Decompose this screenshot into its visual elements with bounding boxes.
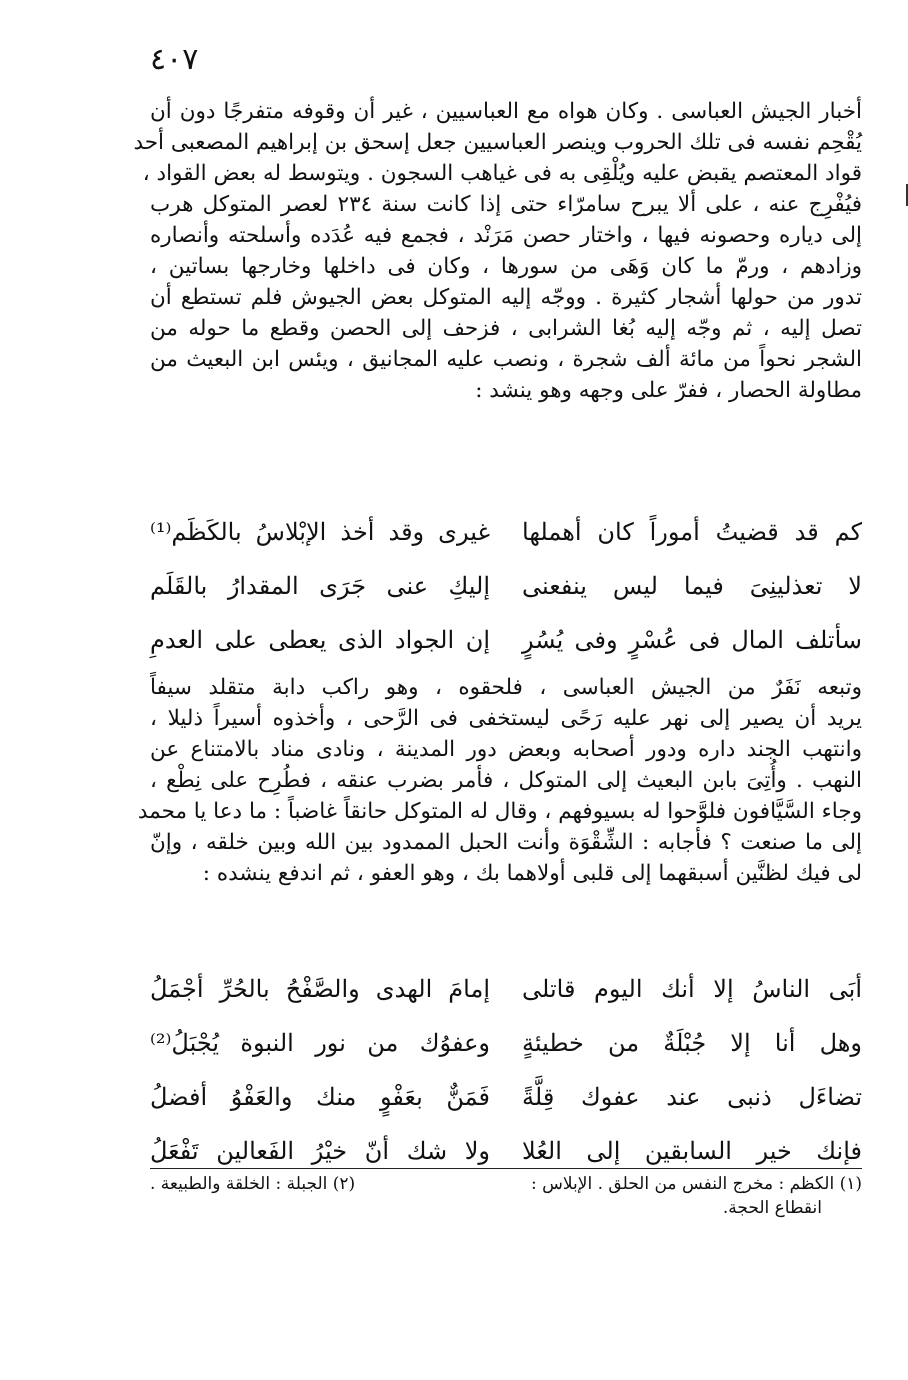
text-line: قواد المعتصم يقبض عليه ويُلْقِى به فى غياهب السجون . ويتوسط له بعض القواد ، — [142, 161, 862, 186]
verse-first-hemistich: كم قد قضيتُ أموراً كان أهملها — [522, 518, 862, 546]
text-line: أخبار الجيش العباسى . وكان هواه مع العباسيين ، غير أن وقوفه متفرجًا دون أن — [150, 99, 862, 124]
paragraph-2 — [137, 672, 862, 889]
text-line: لى فيك لظنَّين أسبقهما إلى قلبى أولاهما بك ، وهو العفو ، ثم اندفع ينشده : — [202, 861, 862, 886]
verse-first-hemistich: وهل أنا إلا جُبْلَةٌ من خطيئةٍ — [522, 1029, 862, 1057]
verse-second-hemistich: إليكِ عنى جَرَى المقدارُ بالقَلَم — [150, 572, 490, 600]
verse-second-hemistich: إن الجواد الذى يعطى على العدمِ — [150, 626, 490, 654]
verse-first-hemistich: لا تعذلينِىَ فيما ليس ينفعنى — [522, 572, 862, 600]
footnote-2: (٢) الجبلة : الخلقة والطبيعة . — [150, 1174, 356, 1194]
text-line: تدور من حولها أشجار كثيرة . ووجّه إليه المتوكل بعض الجيوش فلم تستطع أن — [150, 285, 862, 310]
footnote-1: (١) الكظم : مخرج النفس من الحلق . الإبلاس : — [531, 1174, 862, 1194]
verse-first-hemistich: تضاءَل ذنبى عند عفوك قِلَّةً — [522, 1083, 862, 1111]
verse-second-hemistich: إمامَ الهدى والصَّفْحُ بالحُرِّ أجْمَلُ — [150, 975, 490, 1003]
verse-second-hemistich: ولا شك أنّ خيْرُ الفَعالين تَفْعَلُ — [150, 1137, 490, 1165]
verse-second-hemistich: وعفوُك من نور النبوة يُجْبَلُ⁽²⁾ — [150, 1029, 490, 1057]
verse — [150, 505, 862, 559]
verse-second-hemistich: فَمَنٌّ بعَفْوٍ منك والعَفْوُ أفضلُ — [150, 1083, 490, 1111]
footnotes — [150, 1172, 862, 1220]
verse — [150, 559, 862, 613]
verse — [150, 1016, 862, 1070]
footnote-1-continuation: انقطاع الحجة. — [722, 1198, 822, 1218]
text-line: تصل إليه ، ثم وجّه إليه بُغا الشرابى ، فزحف إلى الحصن وقطع ما حوله من — [150, 316, 862, 341]
verse-second-hemistich: غيرى وقد أخذ الإبْلاسُ بالكَظَم⁽¹⁾ — [150, 518, 490, 546]
verse-first-hemistich: فإنك خير السابقين إلى العُلا — [522, 1137, 862, 1165]
text-line: وانتهب الجند داره ودور أصحابه وبعض دور المدينة ، ونادى مناد بالامتناع عن — [150, 737, 862, 762]
text-line: يريد أن يصير إلى نهر عليه رَحًى ليستخفى فى الرَّحى ، وأخذوه أسيراً ذليلا ، — [150, 706, 862, 731]
verse — [150, 613, 862, 667]
text-line: يُقْحِم نفسه فى تلك الحروب وينصر العباسيين جعل إسحق بن إبراهيم المصعبى أحد — [133, 130, 862, 155]
text-line: فيُفْرِج عنه ، على ألا يبرح سامرّاء حتى إذا كانت سنة ٢٣٤ لعصر المتوكل هرب — [150, 192, 862, 217]
text-line: وجاء السَّيَّافون فلوَّحوا له بسيوفهم ، وقال له المتوكل حانقاً غاضباً : ما دعا يا محمد — [137, 799, 862, 824]
text-line: الشجر نحواً من مائة ألف شجرة ، ونصب عليه المجانيق ، ويئس ابن البعيث من — [150, 347, 862, 372]
text-line: إلى ما صنعت ؟ فأجابه : الشِّقْوَة وأنت الحبل الممدود بين الله وبين خلقه ، وإنّ — [150, 830, 862, 855]
verse — [150, 962, 862, 1016]
verse-first-hemistich: سأتلف المال فى عُسْرٍ وفى يُسُرٍ — [522, 626, 862, 654]
text-line: وزادهم ، ورمّ ما كان وَهَى من سورها ، وكان فى داخلها وخارجها بساتين ، — [150, 254, 862, 279]
text-line: إلى دياره وحصونه فيها ، واختار حصن مَرَنْد ، فجمع فيه عُدَده وأسلحته وأنصاره — [150, 223, 862, 248]
footnote-row — [150, 1172, 862, 1196]
verse — [150, 1124, 862, 1178]
text-line: وتبعه نَفَرٌ من الجيش العباسى ، فلحقوه ، وهو راكب دابة متقلد سيفاً — [150, 675, 862, 700]
text-line: مطاولة الحصار ، ففرّ على وجهه وهو ينشد : — [475, 378, 862, 403]
verse-first-hemistich: أبَى الناسُ إلا أنك اليوم قاتلى — [522, 975, 862, 1003]
footnote-divider — [150, 1168, 862, 1169]
verse — [150, 1070, 862, 1124]
poem-2 — [150, 962, 862, 1178]
paragraph-1 — [133, 96, 862, 406]
page-number: ٤٠٧ — [150, 42, 199, 77]
text-line: النهب . وأُتِىَ بابن البعيث إلى المتوكل ، فأمر بضرب عنقه ، فطُرِح على نِطْع ، — [150, 768, 862, 793]
poem-1 — [150, 505, 862, 667]
